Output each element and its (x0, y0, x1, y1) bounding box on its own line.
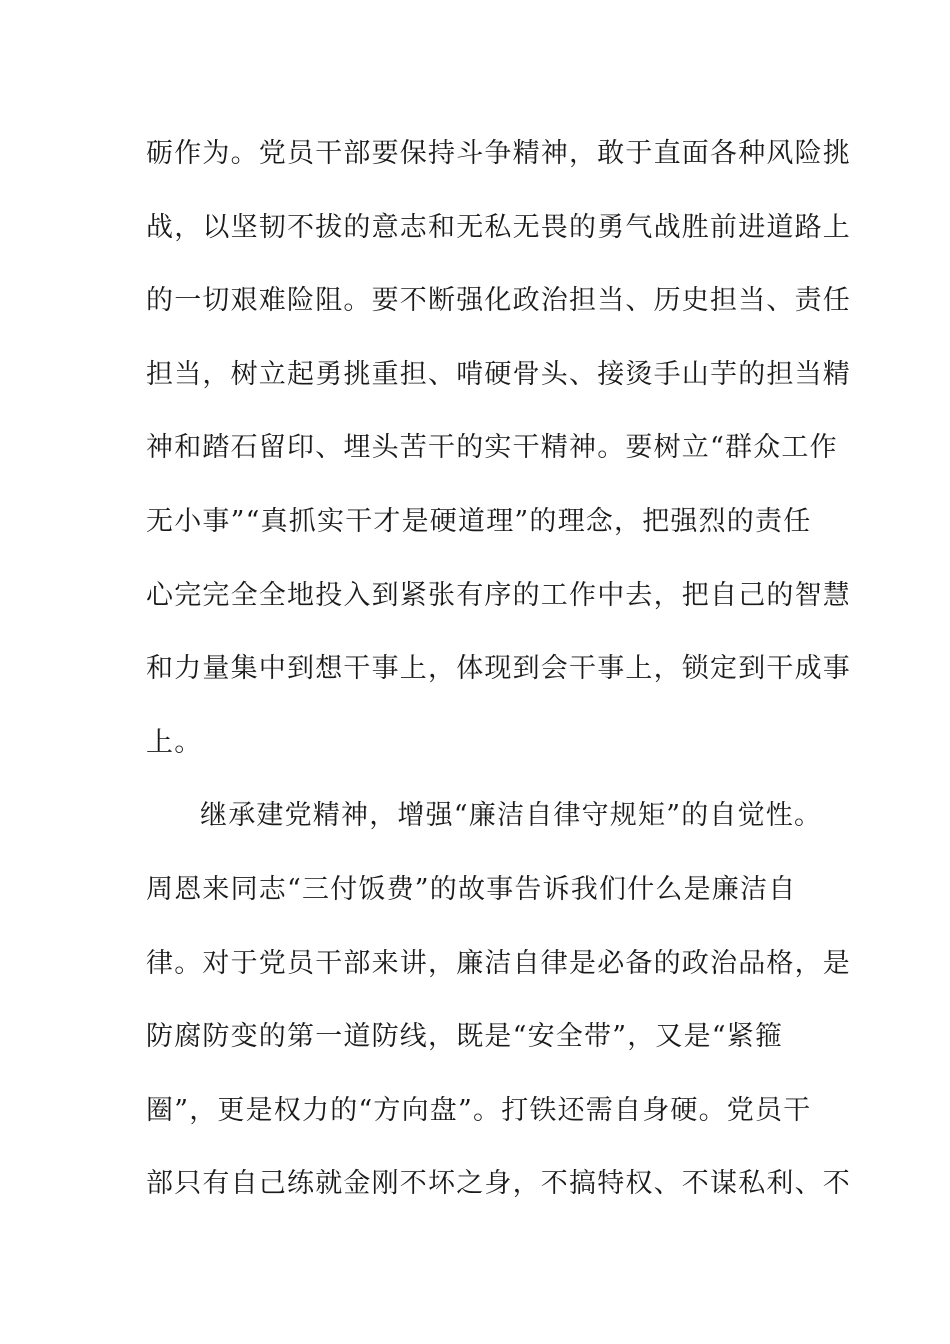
document-body (146, 134, 851, 1238)
text-line: 心完完全全地投入到紧张有序的工作中去，把自己的智慧 (146, 579, 851, 611)
text-line: 周恩来同志“三付饭费”的故事告诉我们什么是廉洁自 (146, 873, 797, 905)
text-line: 圈”，更是权力的“方向盘”。打铁还需自身硬。党员干 (146, 1094, 812, 1126)
text-line: 部只有自己练就金刚不坏之身，不搞特权、不谋私利、不 (146, 1168, 851, 1200)
paragraph-heading-line: 继承建党精神，增强“廉洁自律守规矩”的自觉性。 (200, 800, 823, 832)
text-line: 律。对于党员干部来讲，廉洁自律是必备的政治品格，是 (146, 947, 851, 979)
text-line: 砺作为。党员干部要保持斗争精神，敢于直面各种风险挑 (146, 138, 851, 169)
text-line: 无小事”“真抓实干才是硬道理”的理念，把强烈的责任 (146, 505, 812, 537)
text-line: 和力量集中到想干事上，体现到会干事上，锁定到干成事 (146, 653, 851, 685)
text-line: 担当，树立起勇挑重担、啃硬骨头、接烫手山芋的担当精 (146, 358, 851, 390)
text-line: 战，以坚韧不拔的意志和无私无畏的勇气战胜前进道路上 (146, 211, 851, 243)
text-line: 神和踏石留印、埋头苦干的实干精神。要树立“群众工作 (146, 432, 838, 464)
text-line: 的一切艰难险阻。要不断强化政治担当、历史担当、责任 (146, 285, 851, 317)
text-line: 防腐防变的第一道防线，既是“安全带”，又是“紧箍 (146, 1021, 784, 1053)
text-line: 上。 (146, 726, 203, 758)
